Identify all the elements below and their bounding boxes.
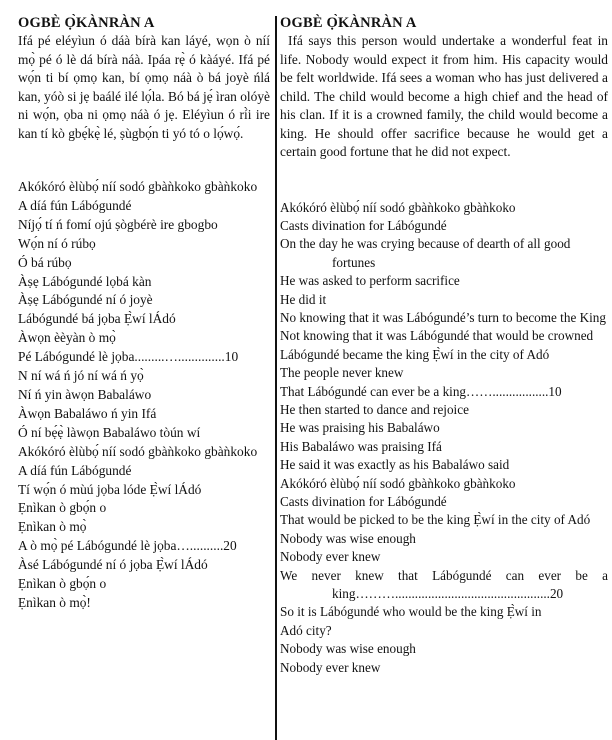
verse-line: That would be picked to be the king Ẹ̀wí in the city of Adó <box>280 512 591 528</box>
verse-line: His Babaláwo was praising Ifá <box>280 438 442 454</box>
verse-line: Akókóró èlùbọ́ níí sodó gbàǹkoko gbàǹkoko <box>18 443 258 459</box>
english-intro-paragraph: Ifá says this person would undertake a wonderful feat in life. Nobody would expect it from him. His capacity would be felt worldwide. Ifá sees a woman who has just delivered a child. The child would become a high chief and the head of his clan. If it is a crowned family, the child would become a king. He should offer sacrifice because he would get a certain good fortune that he did not expect. <box>280 33 608 159</box>
verse-line: The people never knew <box>280 365 404 381</box>
english-verse-list <box>280 199 608 678</box>
verse-line: No knowing that it was Lábógundé’s turn to become the King <box>280 309 606 325</box>
verse-line: He did it <box>280 291 327 307</box>
verse-line: Ẹnìkan ò gbọ́n o <box>18 500 107 516</box>
verse-line: So it is Lábógundé who would be the king Ẹ̀wí in <box>280 604 542 620</box>
verse-line: Ẹnìkan ò mọ̀! <box>18 594 91 610</box>
verse-line: That Lábógundé can ever be a king…….................10 <box>280 383 562 399</box>
yoruba-title: OGBÈ Ọ̀KÀNRÀN A <box>18 15 155 31</box>
english-column <box>280 14 608 740</box>
verse-line: He said it was exactly as his Babaláwo said <box>280 457 510 473</box>
verse-line: Lábógundé bá jọba Ẹ̀wí lÁdó <box>18 311 176 327</box>
verse-line: Lábógundé became the king Ẹ̀wí in the city of Adó <box>280 346 550 362</box>
verse-line: Ẹnìkan ò mọ̀ <box>18 519 87 535</box>
verse-line: Nobody was wise enough <box>280 530 416 546</box>
verse-line: Akókóró èlùbọ́ níí sodó gbàǹkoko gbàǹkoko <box>18 179 258 194</box>
verse-line: Nobody ever knew <box>280 659 381 675</box>
verse-line: Nobody ever knew <box>280 549 381 565</box>
verse-line: Àwọn èèyàn ò mọ̀ <box>18 330 116 346</box>
verse-line: Ó ní bẹ́ẹ̀ làwọn Babaláwo tòún wí <box>18 424 201 440</box>
verse-line: On the day he was crying because of dearth of all good fortunes <box>280 236 571 270</box>
verse-line: Pé Lábógundé lè jọba.........…..............10 <box>18 349 239 365</box>
english-title: OGBÈ Ọ̀KÀNRÀN A <box>280 15 417 31</box>
verse-line: A díá fún Lábógundé <box>18 462 132 478</box>
verse-line: Àṣẹ Lábógundé lọbá kàn <box>18 273 152 289</box>
column-divider <box>275 16 277 740</box>
verse-line: He was praising his Babaláwo <box>280 420 440 436</box>
verse-line: Ní ń yin àwọn Babaláwo <box>18 386 152 402</box>
verse-line: Àṣẹ Lábógundé ní ó joyè <box>18 292 153 308</box>
verse-line: We never knew that Lábógundé can ever be a king………...............................................20 <box>280 567 608 602</box>
verse-line: Nobody was wise enough <box>280 641 416 657</box>
yoruba-intro-paragraph: Ifá pé eléyìun ó dáà bírà kan láyé, wọn ò níí mọ̀ pé ó lè dá bírà náà. Ipáa rẹ̀ ó kàáyé. Ifá pé wọ́n ti bí ọmọ kan, bí ọmọ náà ò bá joyè ńlá kan, yóò si jẹ baálé ilé lọ́la. Bó bá jẹ́ ìran olóyè ni wọ́n, ọba ni ọmọ náà ó jẹ. Eléyìun ó rí̀i ire kan tí kò gbẹ́kẹ̀ lé, ṣùgbọ́n ti yó tó o lọ́wọ́. <box>18 33 270 141</box>
yoruba-verse-list <box>18 178 270 613</box>
verse-line: Àwọn Babaláwo ń yin Ifá <box>18 405 157 421</box>
verse-line: A díá fún Lábógundé <box>18 197 132 213</box>
verse-line: Adó city? <box>280 622 332 638</box>
verse-line: Akókóró èlùbọ́ níí sodó gbàǹkoko gbàǹkoko <box>280 475 516 491</box>
verse-line: Not knowing that it was Lábógundé that would be crowned <box>280 328 594 344</box>
verse-line: Tí wọ́n ó mùú jọba lóde Ẹ̀wí lÁdó <box>18 481 202 497</box>
verse-line: Wọ́n ní ó rúbọ <box>18 235 96 251</box>
verse-line: Níjọ́ tí ń fomí ojú ṣògbérè ire gbogbo <box>18 216 218 232</box>
verse-line: Casts divination for Lábógundé <box>280 494 447 509</box>
verse-line: N ní wá ń jó ní wá ń yọ̀ <box>18 368 144 384</box>
verse-line: He was asked to perform sacrifice <box>280 273 460 289</box>
verse-line: He then started to dance and rejoice <box>280 401 469 417</box>
verse-line: A ò mọ̀ pé Lábógundé lè jọba…..........20 <box>18 538 237 554</box>
verse-line: Àsé Lábógundé ní ó jọba Ẹ̀wí lÁdó <box>18 557 208 573</box>
verse-line: Ẹnìkan ò gbọ́n o <box>18 576 107 592</box>
verse-line: Ó bá rúbọ <box>18 254 72 270</box>
verse-line: Casts divination for Lábógundé <box>280 217 447 233</box>
yoruba-column <box>18 14 270 740</box>
verse-line: Akókóró èlùbọ́ níí sodó gbàǹkoko gbàǹkoko <box>280 199 516 215</box>
